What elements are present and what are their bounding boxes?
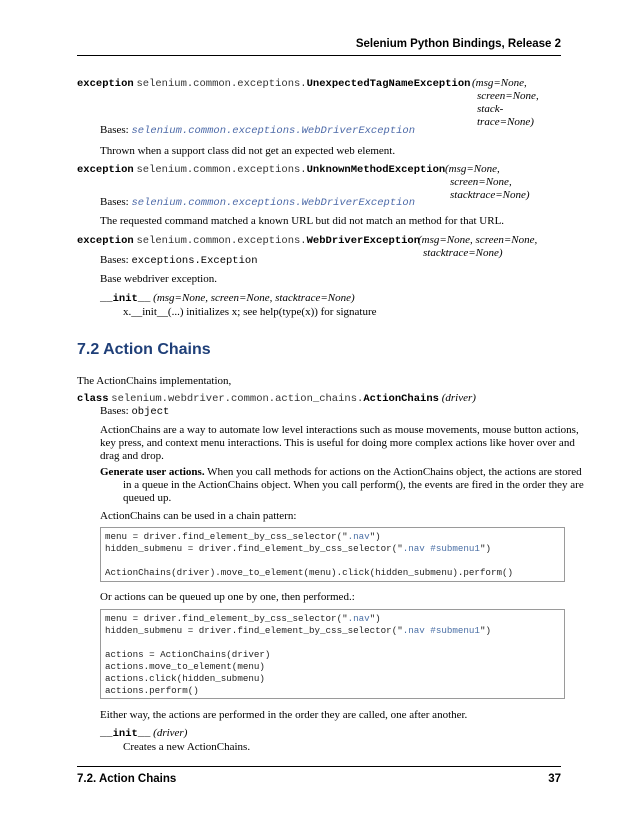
code-line: actions.perform() (105, 685, 199, 696)
code-block-queue (100, 609, 565, 699)
bases-line: Bases: exceptions.Exception (100, 254, 258, 267)
bases-link[interactable]: selenium.common.exceptions.WebDriverException (131, 197, 416, 209)
param-line: screen=None, (450, 176, 512, 188)
module-path: selenium.common.exceptions. (136, 235, 307, 247)
running-header: Selenium Python Bindings, Release 2 (355, 38, 561, 50)
class-signature-action-chains (77, 392, 476, 405)
queue-intro: Or actions can be queued up one by one, then performed.: (100, 591, 355, 603)
section-intro: The ActionChains implementation, (77, 375, 232, 387)
init-name: __init__ (100, 293, 151, 305)
description: Base webdriver exception. (100, 273, 217, 285)
bases-line: Bases: object (100, 405, 170, 418)
footer-section: 7.2. Action Chains (77, 773, 177, 785)
module-path: selenium.common.exceptions. (136, 78, 307, 90)
param-line: stacktrace=None) (423, 247, 503, 259)
init-signature (100, 292, 355, 305)
class-name: WebDriverException (306, 235, 421, 247)
init-params: (driver) (153, 727, 188, 739)
page-number: 37 (548, 773, 561, 785)
footer-rule (77, 766, 561, 767)
init-params: (msg=None, screen=None, stacktrace=None) (153, 292, 355, 304)
description: Thrown when a support class did not get an expected web element. (100, 145, 396, 157)
definition-term: Generate user actions. (100, 466, 205, 478)
init-signature (100, 727, 187, 740)
code-line: actions.click(hidden_submenu) (105, 673, 265, 684)
exception-signature-unexpected-tag (77, 77, 470, 90)
param-line: screen=None, (477, 90, 539, 102)
module-path: selenium.common.exceptions. (136, 164, 307, 176)
param-line: stack- (477, 103, 504, 115)
code-line: hidden_submenu = driver.find_element_by_css_selector(".nav #submenu1") (105, 625, 491, 636)
signature-params (418, 234, 537, 260)
code-line: actions.move_to_element(menu) (105, 661, 265, 672)
class-params: (driver) (441, 392, 476, 404)
exception-signature-unknown-method (77, 163, 445, 176)
description: The requested command matched a known URL but did not match an method for that URL. (100, 215, 505, 227)
signature-params (445, 163, 530, 202)
exception-keyword: exception (77, 78, 134, 90)
param-line: (msg=None, (472, 77, 527, 89)
generate-user-actions: Generate user actions. When you call methods for actions on the ActionChains object, the actions are stored in a queue in the ActionChains object. When you call perform(), the events are fired in the order they are queued up. (100, 466, 584, 504)
code-line: menu = driver.find_element_by_css_selector(".nav") (105, 531, 381, 542)
bases-value: exceptions.Exception (131, 255, 258, 267)
param-line: (msg=None, (445, 163, 500, 175)
bases-line: Bases: selenium.common.exceptions.WebDriverException (100, 124, 416, 137)
class-description: ActionChains are a way to automate low level interactions such as mouse movements, mouse button actions, key press, and context menu interactions. This is useful for doing more complex actions like hover over and drag and drop. (100, 424, 579, 462)
bases-link[interactable]: selenium.common.exceptions.WebDriverException (131, 125, 416, 137)
code-line: menu = driver.find_element_by_css_selector(".nav") (105, 613, 381, 624)
signature-params (472, 77, 539, 129)
chain-intro: ActionChains can be used in a chain pattern: (100, 510, 297, 522)
exception-signature-webdriver (77, 234, 420, 247)
class-name: UnexpectedTagNameException (306, 78, 471, 90)
init-name: __init__ (100, 728, 151, 740)
header-rule (77, 55, 561, 56)
exception-keyword: exception (77, 235, 134, 247)
param-line: stacktrace=None) (450, 189, 530, 201)
class-name: UnknownMethodException (306, 164, 446, 176)
bases-line: Bases: selenium.common.exceptions.WebDriverException (100, 196, 416, 209)
init-description: Creates a new ActionChains. (123, 741, 251, 753)
code-block-chain (100, 527, 565, 582)
class-keyword: class (77, 393, 109, 405)
code-line: hidden_submenu = driver.find_element_by_css_selector(".nav #submenu1") (105, 543, 491, 554)
code-line: actions = ActionChains(driver) (105, 649, 271, 660)
module-path: selenium.webdriver.common.action_chains. (111, 393, 364, 405)
bases-value: object (131, 406, 170, 418)
code-line: ActionChains(driver).move_to_element(menu).click(hidden_submenu).perform() (105, 567, 513, 578)
either-way-text: Either way, the actions are performed in the order they are called, one after another. (100, 709, 468, 721)
section-heading: 7.2 Action Chains (77, 341, 211, 358)
exception-keyword: exception (77, 164, 134, 176)
class-name: ActionChains (363, 393, 439, 405)
param-line: (msg=None, screen=None, (418, 234, 538, 246)
param-line: trace=None) (477, 116, 534, 128)
init-description: x.__init__(...) initializes x; see help(type(x)) for signature (123, 306, 377, 318)
